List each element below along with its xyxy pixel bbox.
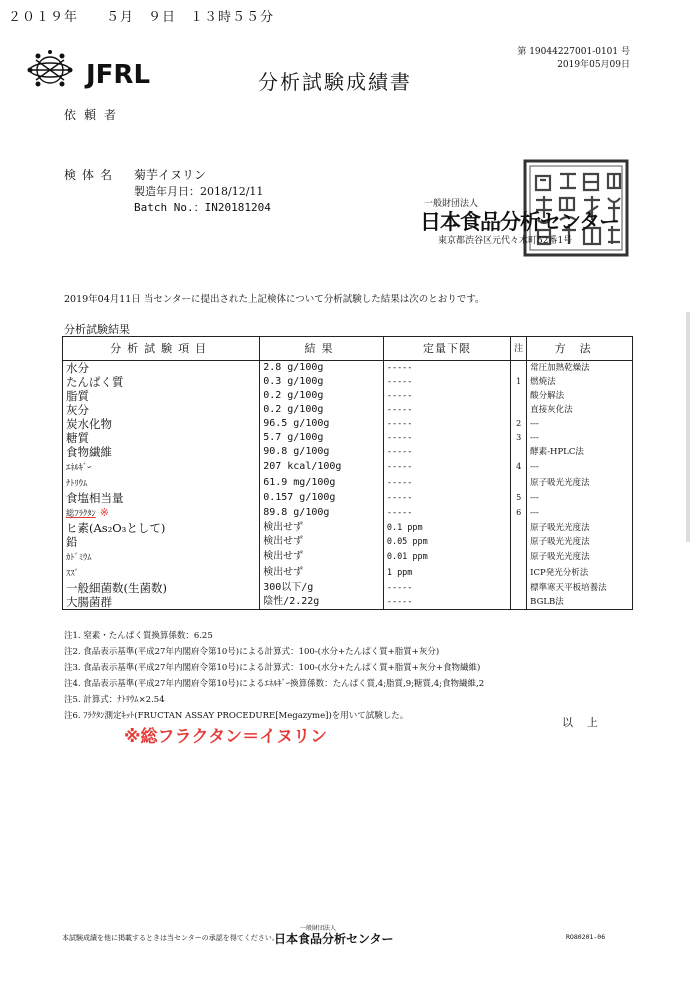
cell-note [511, 361, 527, 376]
cell-limit: ----- [383, 403, 510, 417]
cell-note: 5 [511, 491, 527, 505]
cell-method: 標準寒天平板培養法 [527, 581, 633, 595]
cell-item [63, 581, 260, 595]
cell-note: 2 [511, 417, 527, 431]
item-label: 鉛 [66, 535, 78, 549]
cell-item [63, 403, 260, 417]
footnote-2: 注2. 食品表示基準(平成27年内閣府令第10号)による計算式：100-(水分+たんぱく質+脂質+灰分) [64, 647, 440, 657]
cell-result: 検出せず [260, 549, 384, 565]
cell-method: 原子吸光光度法 [527, 521, 633, 535]
column-header-result: 結果 [260, 337, 384, 361]
cell-note: 4 [511, 459, 527, 475]
cell-result: 300以下/g [260, 581, 384, 595]
cell-note [511, 595, 527, 610]
column-header-item: 分析試験項目 [63, 337, 260, 361]
cell-note: 3 [511, 431, 527, 445]
cell-result: 2.8 g/100g [260, 361, 384, 376]
table-row [63, 417, 633, 431]
table-header-row [63, 337, 633, 361]
cell-limit: 0.1 ppm [383, 521, 510, 535]
cell-note: 1 [511, 375, 527, 389]
cell-limit: ----- [383, 595, 510, 610]
table-row [63, 549, 633, 565]
manufacture-date: 製造年月日：2018/12/11 [134, 185, 264, 198]
inulin-reference-mark: ※ [99, 506, 109, 519]
item-label: 総ﾌﾗｸﾀﾝ [66, 509, 96, 519]
footnote-5: 注5. 計算式：ﾅﾄﾘｳﾑ×2.54 [64, 695, 165, 705]
cell-limit: ----- [383, 431, 510, 445]
footer-issuer-name: 日本食品分析センター [274, 932, 394, 946]
footnotes [64, 628, 484, 724]
closing-mark: 以上 [562, 716, 612, 729]
cell-item [63, 417, 260, 431]
cell-result: 0.157 g/100g [260, 491, 384, 505]
document-date: 2019年05月09日 [557, 60, 630, 70]
table-row [63, 595, 633, 610]
table-row [63, 361, 633, 376]
item-label: 糖質 [66, 431, 89, 445]
column-header-note: 注 [511, 337, 527, 361]
results-body [63, 361, 633, 610]
table-row [63, 475, 633, 491]
table-row [63, 389, 633, 403]
issuer-type: 一般財団法人 [424, 199, 479, 209]
cell-limit: ----- [383, 459, 510, 475]
cell-limit: ----- [383, 505, 510, 521]
cell-item [63, 595, 260, 610]
item-label: 食塩相当量 [66, 491, 124, 505]
item-label: ｴﾈﾙｷﾞｰ [66, 463, 92, 473]
cell-limit: 0.05 ppm [383, 535, 510, 549]
cell-limit: ----- [383, 375, 510, 389]
cell-method: 原子吸光光度法 [527, 475, 633, 491]
cell-limit: ----- [383, 389, 510, 403]
table-row [63, 535, 633, 549]
cell-item [63, 521, 260, 535]
cell-note [511, 403, 527, 417]
table-row [63, 431, 633, 445]
cell-method: 原子吸光光度法 [527, 549, 633, 565]
red-annotation: ※総フラクタン＝イヌリン [124, 727, 328, 747]
document-number: 第 19044227001-0101 号 [517, 47, 630, 57]
cell-item [63, 445, 260, 459]
cell-item [63, 535, 260, 549]
fax-timestamp: ２０１９年 ５月 ９日 １３時５５分 [8, 10, 275, 25]
cell-note [511, 549, 527, 565]
item-label: 炭水化物 [66, 417, 112, 431]
cell-method: --- [527, 417, 633, 431]
item-label: 灰分 [66, 403, 89, 417]
table-row [63, 581, 633, 595]
table-row [63, 521, 633, 535]
table-row [63, 491, 633, 505]
cell-limit: ----- [383, 361, 510, 376]
cell-method: 酵素-HPLC法 [527, 445, 633, 459]
cell-item [63, 491, 260, 505]
item-label: 食物繊維 [66, 445, 112, 459]
cell-note [511, 475, 527, 491]
logo-wordmark: JFRL [86, 60, 151, 90]
cell-method: 燃焼法 [527, 375, 633, 389]
cell-result: 検出せず [260, 521, 384, 535]
item-label: ヒ素(As₂O₃として) [66, 521, 166, 535]
cell-limit: 1 ppm [383, 565, 510, 581]
cell-item [63, 361, 260, 376]
item-label: 大腸菌群 [66, 595, 112, 609]
footer-disclaimer: 本試験成績を他に掲載するときは当センターの承認を得てください。 [62, 934, 279, 942]
cell-note [511, 535, 527, 549]
cell-limit: ----- [383, 475, 510, 491]
issuer-name: 日本食品分析センター [420, 210, 620, 234]
footnote-1: 注1. 窒素・たんぱく質換算係数：6.25 [64, 631, 213, 641]
cell-item [63, 375, 260, 389]
item-label: 水分 [66, 361, 89, 375]
cell-item [63, 431, 260, 445]
cell-limit: ----- [383, 445, 510, 459]
footer-form-code: RO80201-06 [566, 933, 606, 941]
cell-method: 酸分解法 [527, 389, 633, 403]
column-header-method: 方法 [527, 337, 633, 361]
client-label: 依頼者 [64, 108, 125, 122]
cell-result: 検出せず [260, 565, 384, 581]
cell-note [511, 565, 527, 581]
cell-method: 原子吸光光度法 [527, 535, 633, 549]
item-label: ﾅﾄﾘｳﾑ [66, 479, 88, 489]
cell-method: --- [527, 491, 633, 505]
document-title: 分析試験成績書 [258, 70, 412, 94]
cell-method: ICP発光分析法 [527, 565, 633, 581]
item-label: 一般細菌数(生菌数) [66, 581, 167, 595]
cell-result: 検出せず [260, 535, 384, 549]
cell-result: 0.2 g/100g [260, 403, 384, 417]
footer-issuer-type: 一般財団法人 [300, 925, 337, 932]
cell-method: 直接灰化法 [527, 403, 633, 417]
issuer-address: 東京都渋谷区元代々木町52番1号 [438, 236, 573, 246]
cell-result: 0.3 g/100g [260, 375, 384, 389]
cell-item [63, 505, 260, 521]
cell-note [511, 581, 527, 595]
cell-result: 0.2 g/100g [260, 389, 384, 403]
table-row [63, 403, 633, 417]
table-row [63, 375, 633, 389]
cell-limit: ----- [383, 491, 510, 505]
cell-result: 207 kcal/100g [260, 459, 384, 475]
scan-edge-shadow [686, 312, 690, 542]
cell-note: 6 [511, 505, 527, 521]
cell-note [511, 521, 527, 535]
cell-method: BGLB法 [527, 595, 633, 610]
cell-method: 常圧加熱乾燥法 [527, 361, 633, 376]
cell-result: 90.8 g/100g [260, 445, 384, 459]
column-header-limit: 定量下限 [383, 337, 510, 361]
cell-item [63, 475, 260, 491]
item-label: たんぱく質 [66, 375, 124, 389]
cell-result: 5.7 g/100g [260, 431, 384, 445]
footnote-3: 注3. 食品表示基準(平成27年内閣府令第10号)による計算式：100-(水分+たんぱく質+脂質+灰分+食物繊維) [64, 663, 481, 673]
cell-item [63, 389, 260, 403]
cell-result: 89.8 g/100g [260, 505, 384, 521]
intro-statement: 2019年04月11日 当センターに提出された上記検体について分析試験した結果は次のとおりです。 [64, 294, 485, 305]
cell-method: --- [527, 459, 633, 475]
results-heading: 分析試験結果 [64, 323, 130, 336]
table-row [63, 565, 633, 581]
cell-method: --- [527, 505, 633, 521]
table-row [63, 459, 633, 475]
item-label: 脂質 [66, 389, 89, 403]
table-row [63, 505, 633, 521]
cell-limit: ----- [383, 417, 510, 431]
cell-result: 96.5 g/100g [260, 417, 384, 431]
cell-item [63, 565, 260, 581]
cell-method: --- [527, 431, 633, 445]
cell-note [511, 389, 527, 403]
footnote-6: 注6. ﾌﾗｸﾀﾝ測定ｷｯﾄ(FRUCTAN ASSAY PROCEDURE[Megazyme])を用いて試験した。 [64, 711, 409, 721]
cell-item [63, 549, 260, 565]
sample-label: 検体名 [64, 168, 119, 182]
cell-note [511, 445, 527, 459]
sample-name: 菊芋イヌリン [134, 168, 207, 182]
cell-limit: ----- [383, 581, 510, 595]
footnote-4: 注4. 食品表示基準(平成27年内閣府令第10号)によるｴﾈﾙｷﾞｰ換算係数：たんぱく質,4;脂質,9;糖質,4;食物繊維,2 [64, 679, 485, 689]
batch-number: Batch No.：IN20181204 [134, 201, 271, 214]
item-label: ｽｽﾞ [66, 569, 79, 579]
cell-limit: 0.01 ppm [383, 549, 510, 565]
cell-result: 61.9 mg/100g [260, 475, 384, 491]
item-label: ｶﾄﾞﾐｳﾑ [66, 553, 92, 563]
cell-result: 陰性/2.22g [260, 595, 384, 610]
table-row [63, 445, 633, 459]
cell-item [63, 459, 260, 475]
results-table [62, 336, 633, 610]
